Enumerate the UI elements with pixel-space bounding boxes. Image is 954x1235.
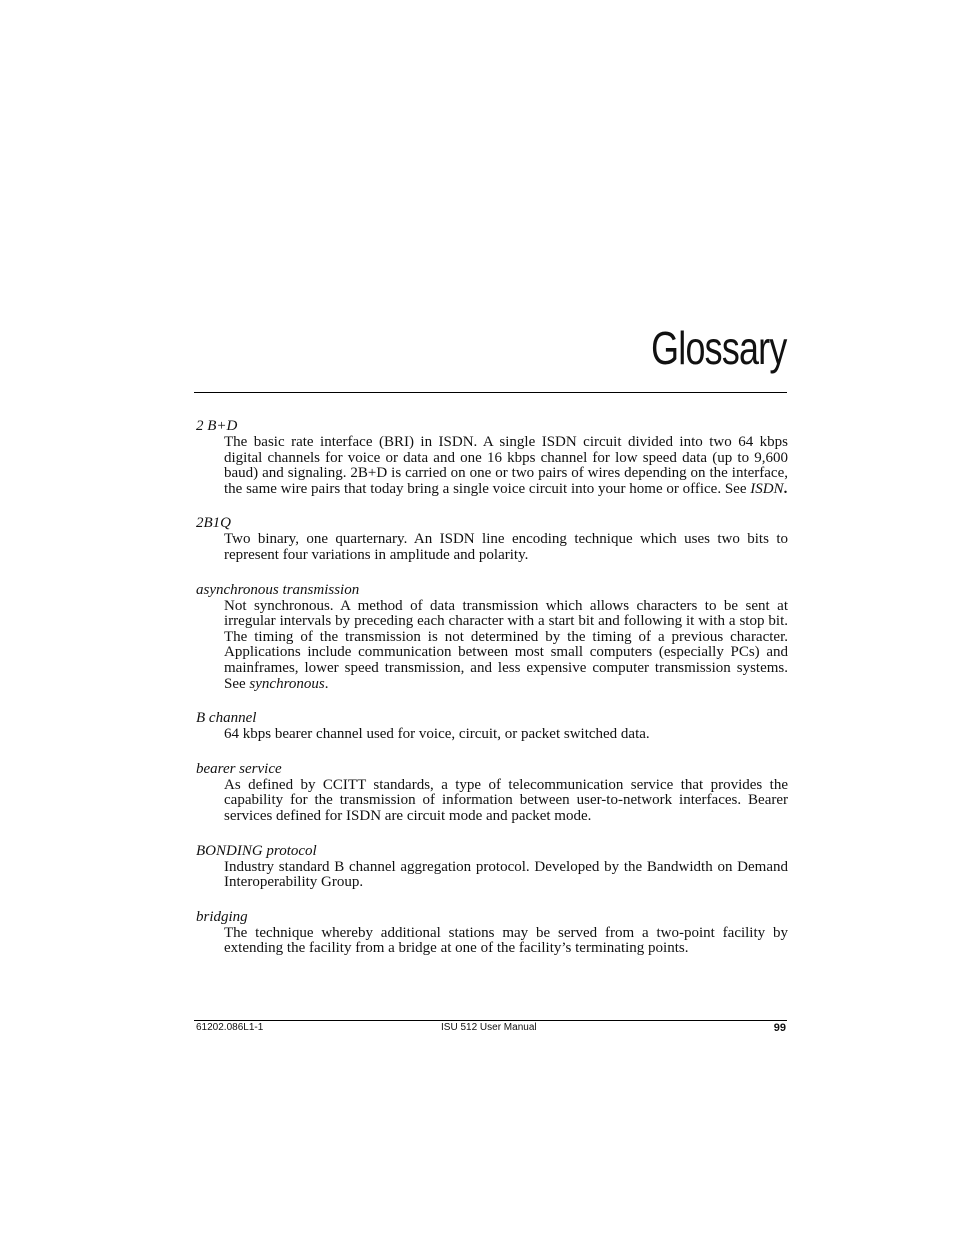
glossary-entry [196, 515, 788, 563]
glossary-term: asynchronous transmission [196, 581, 360, 598]
glossary-term: BONDING protocol [196, 842, 317, 859]
glossary-entry [196, 761, 788, 825]
see-reference: synchronous [249, 675, 325, 692]
glossary-entry [196, 909, 788, 957]
glossary-definition [224, 599, 788, 693]
glossary-term: 2 B+D [196, 418, 238, 434]
glossary-definition: Industry standard B channel aggregation protocol. Developed by the Bandwidth on Demand Interoperability Group. [224, 858, 788, 891]
glossary-definition: Two binary, one quarternary. An ISDN line encoding technique which uses two bits to represent four variations in amplitude and polarity. [224, 531, 788, 563]
glossary-entry [196, 843, 788, 891]
definition-text: Not synchronous. A method of data transmission which allows characters to be sent at irregular intervals by preceding each character with a start bit and following it with a stop bit. The timing of the transmission is not determined by the timing of a previous character. Applications include communication between most small computers (especially PCs) and mainframes, lower speed transmission, and less expensive computer transmission systems. See [224, 597, 788, 692]
glossary-definition: 64 kbps bearer channel used for voice, circuit, or packet switched data. [224, 726, 650, 743]
glossary-term: B channel [196, 710, 257, 727]
page-number: 99 [773, 1022, 786, 1034]
see-suffix: . [324, 675, 329, 692]
glossary-entry [196, 582, 788, 693]
glossary-entry [196, 710, 788, 743]
glossary-definition [224, 435, 788, 497]
document-number: 61202.086L1-1 [196, 1022, 264, 1033]
glossary-definition: The technique whereby additional stations may be served from a two-point facility by extending the facility from a bridge at one of the facility’s terminating points. [224, 924, 788, 957]
manual-title: ISU 512 User Manual [441, 1022, 537, 1033]
glossary-term: bridging [196, 908, 248, 925]
see-reference: ISDN [750, 480, 784, 497]
glossary-list [196, 418, 788, 975]
see-suffix: . [783, 480, 788, 497]
glossary-term: 2B1Q [196, 515, 231, 532]
page-title: Glossary [650, 322, 786, 374]
glossary-definition: As defined by CCITT standards, a type of telecommunication service that provides the capability for the transmission of information between user-to-network interfaces. Bearer services defined for ISDN are circuit mode and packet mode. [224, 776, 788, 824]
glossary-term: bearer service [196, 760, 282, 777]
title-divider [194, 392, 787, 393]
glossary-entry [196, 418, 788, 497]
definition-text: The basic rate interface (BRI) in ISDN. A single ISDN circuit divided into two 64 kbps digital channels for voice or data and one 16 kbps channel for low speed data (up to 9,600 baud) and signaling. 2B+D is carried on one or two pairs of wires depending on the interface, the same wire pairs that today bring a single voice circuit into your home or office. See [224, 434, 788, 497]
page-footer [194, 1021, 787, 1035]
